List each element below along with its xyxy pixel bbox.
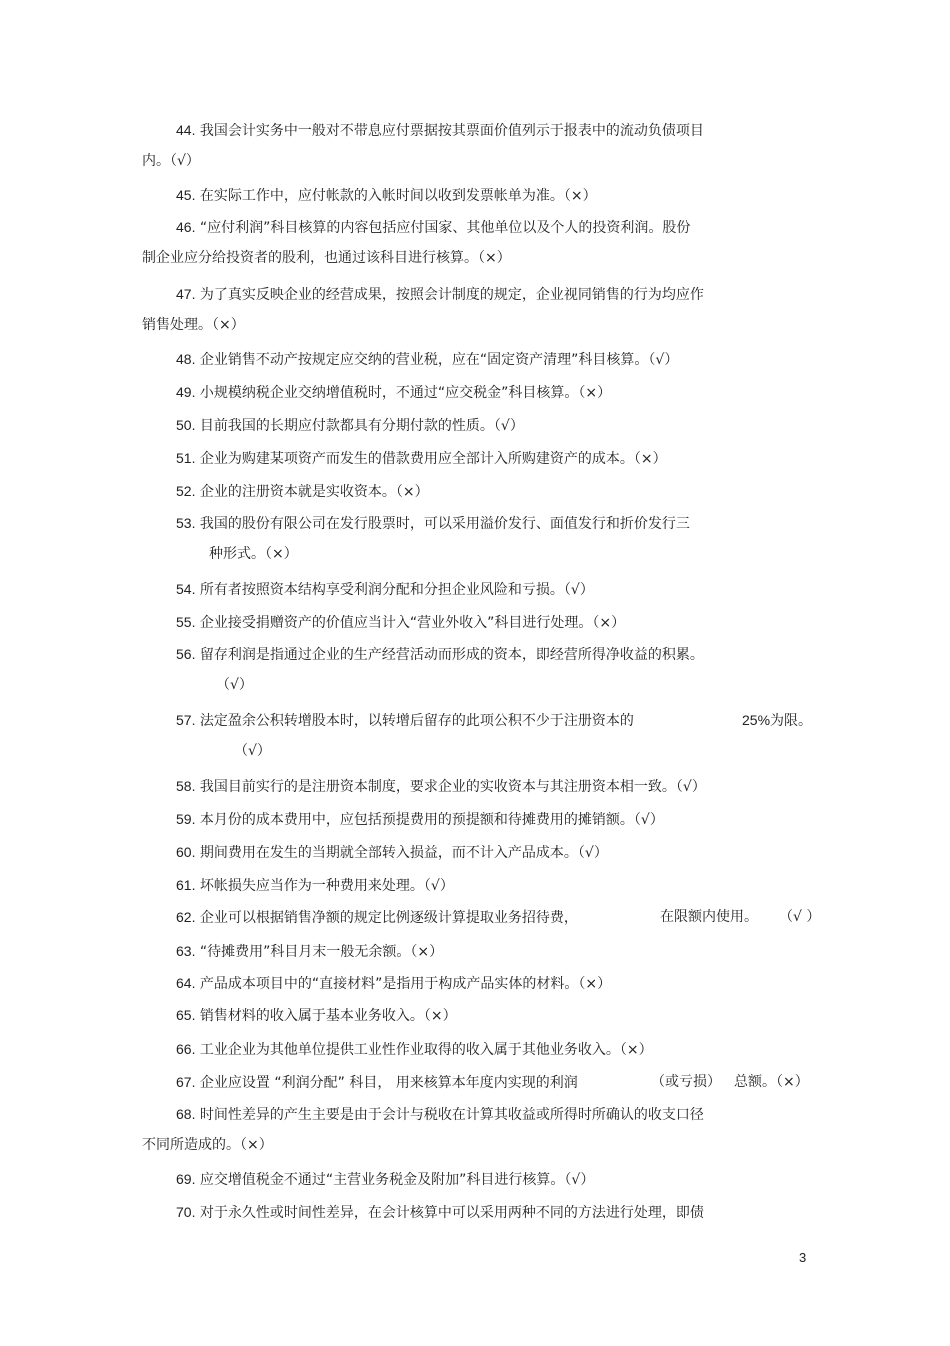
question-62-answer: （√ ）	[779, 909, 821, 925]
question-text: 企业销售不动产按规定应交纳的营业税，应在“固定资产清理”科目核算。（√）	[199, 352, 679, 368]
question-59	[176, 810, 664, 829]
question-60	[176, 843, 608, 862]
question-44-line-2: 内。（√）	[142, 153, 200, 169]
question-text: 期间费用在发生的当期就全部转入损益，而不计入产品成本。（√）	[199, 845, 608, 861]
question-57-line-2: （√）	[234, 743, 271, 759]
question-63	[176, 942, 443, 961]
question-56-line-1	[176, 645, 704, 664]
question-text: 小规模纳税企业交纳增值税时，不通过“应交税金”科目核算。（×）	[199, 385, 612, 401]
question-65	[176, 1006, 457, 1025]
question-53-line-1	[176, 514, 690, 533]
question-number: 67.	[176, 1074, 196, 1090]
question-number: 52.	[176, 483, 196, 499]
question-number: 45.	[176, 187, 196, 203]
question-70	[176, 1203, 704, 1222]
question-number: 44.	[176, 122, 196, 138]
question-number: 53.	[176, 515, 196, 531]
question-51	[176, 449, 667, 468]
question-number: 46.	[176, 219, 196, 235]
question-57-limit: 25%为限。	[742, 712, 813, 728]
question-54	[176, 580, 594, 599]
question-47-line-2: 销售处理。（×）	[142, 317, 245, 333]
question-text: 法定盈余公积转增股本时，以转增后留存的此项公积不少于注册资本的	[199, 713, 634, 729]
question-text: 本月份的成本费用中，应包括预提费用的预提额和待摊费用的摊销额。（√）	[199, 812, 664, 828]
question-47-line-1	[176, 285, 704, 304]
question-number: 59.	[176, 811, 196, 827]
question-68-line-2: 不同所造成的。（×）	[142, 1137, 273, 1153]
question-number: 50.	[176, 417, 196, 433]
question-text: 时间性差异的产生主要是由于会计与税收在计算其收益或所得时所确认的收支口径	[199, 1107, 704, 1123]
question-text: 对于永久性或时间性差异，在会计核算中可以采用两种不同的方法进行处理，即债	[199, 1205, 704, 1221]
question-number: 49.	[176, 384, 196, 400]
question-text: 销售材料的收入属于基本业务收入。（×）	[199, 1008, 457, 1024]
question-number: 66.	[176, 1041, 196, 1057]
question-text: 企业接受捐赠资产的价值应当计入“营业外收入”科目进行处理。（×）	[199, 615, 626, 631]
question-48	[176, 350, 678, 369]
question-number: 48.	[176, 351, 196, 367]
question-62-part-2: 在限额内使用。	[660, 909, 758, 925]
question-49	[176, 383, 611, 402]
question-number: 47.	[176, 286, 196, 302]
question-number: 64.	[176, 975, 196, 991]
question-number: 61.	[176, 877, 196, 893]
question-text: 坏帐损失应当作为一种费用来处理。（√）	[199, 878, 454, 894]
question-number: 69.	[176, 1171, 196, 1187]
question-number: 63.	[176, 943, 196, 959]
question-text: 在实际工作中，应付帐款的入帐时间以收到发票帐单为准。（×）	[199, 188, 597, 204]
question-55	[176, 613, 625, 632]
question-number: 60.	[176, 844, 196, 860]
question-67-line-1	[176, 1073, 578, 1092]
question-64	[176, 974, 611, 993]
question-text: 留存利润是指通过企业的生产经营活动而形成的资本，即经营所得净收益的积累。	[199, 647, 704, 663]
question-text: 企业为购建某项资产而发生的借款费用应全部计入所购建资产的成本。（×）	[199, 451, 667, 467]
question-number: 62.	[176, 909, 196, 925]
question-number: 57.	[176, 712, 196, 728]
question-text: “待摊费用”科目月末一般无余额。（×）	[199, 944, 444, 960]
question-text: 企业的注册资本就是实收资本。（×）	[199, 484, 429, 500]
question-53-line-2: 种形式。（×）	[209, 546, 298, 562]
question-number: 55.	[176, 614, 196, 630]
question-69	[176, 1170, 594, 1189]
page-number: 3	[799, 1250, 807, 1265]
question-text: 我国的股份有限公司在发行股票时，可以采用溢价发行、面值发行和折价发行三	[199, 516, 690, 532]
question-68-line-1	[176, 1105, 704, 1124]
question-46-line-1	[176, 218, 690, 237]
question-text: “应付利润”科目核算的内容包括应付国家、其他单位以及个人的投资利润。股份	[199, 220, 691, 236]
question-50	[176, 416, 524, 435]
question-number: 51.	[176, 450, 196, 466]
question-text: 目前我国的长期应付款都具有分期付款的性质。（√）	[199, 418, 524, 434]
question-45	[176, 186, 597, 205]
question-text: 工业企业为其他单位提供工业性作业取得的收入属于其他业务收入。（×）	[199, 1042, 653, 1058]
question-57-line-1	[176, 711, 634, 730]
question-text: 我国目前实行的是注册资本制度，要求企业的实收资本与其注册资本相一致。（√）	[199, 779, 706, 795]
question-number: 56.	[176, 646, 196, 662]
question-text: 企业可以根据销售净额的规定比例逐级计算提取业务招待费，	[199, 910, 578, 926]
question-56-line-2: （√）	[216, 677, 253, 693]
question-67-part-3: 总额。（×）	[734, 1074, 809, 1090]
question-number: 65.	[176, 1007, 196, 1023]
question-66	[176, 1040, 653, 1059]
question-58	[176, 777, 706, 796]
question-number: 54.	[176, 581, 196, 597]
question-text: 企业应设置 “利润分配” 科目， 用来核算本年度内实现的利润	[199, 1075, 578, 1091]
question-52	[176, 482, 429, 501]
question-text: 产品成本项目中的“直接材料”是指用于构成产品实体的材料。（×）	[199, 976, 612, 992]
question-text: 为了真实反映企业的经营成果，按照会计制度的规定，企业视同销售的行为均应作	[199, 287, 704, 303]
question-text: 我国会计实务中一般对不带息应付票据按其票面价值列示于报表中的流动负债项目	[199, 123, 704, 139]
question-text: 应交增值税金不通过“主营业务税金及附加”科目进行核算。（√）	[199, 1172, 595, 1188]
question-61	[176, 876, 454, 895]
question-67-part-2: （或亏损）	[651, 1074, 721, 1090]
question-46-line-2: 制企业应分给投资者的股利，也通过该科目进行核算。（×）	[142, 250, 511, 266]
question-number: 58.	[176, 778, 196, 794]
question-62-line-1	[176, 908, 578, 927]
question-number: 68.	[176, 1106, 196, 1122]
question-44-line-1	[176, 121, 704, 140]
question-text: 所有者按照资本结构享受利润分配和分担企业风险和亏损。（√）	[199, 582, 594, 598]
question-number: 70.	[176, 1204, 196, 1220]
